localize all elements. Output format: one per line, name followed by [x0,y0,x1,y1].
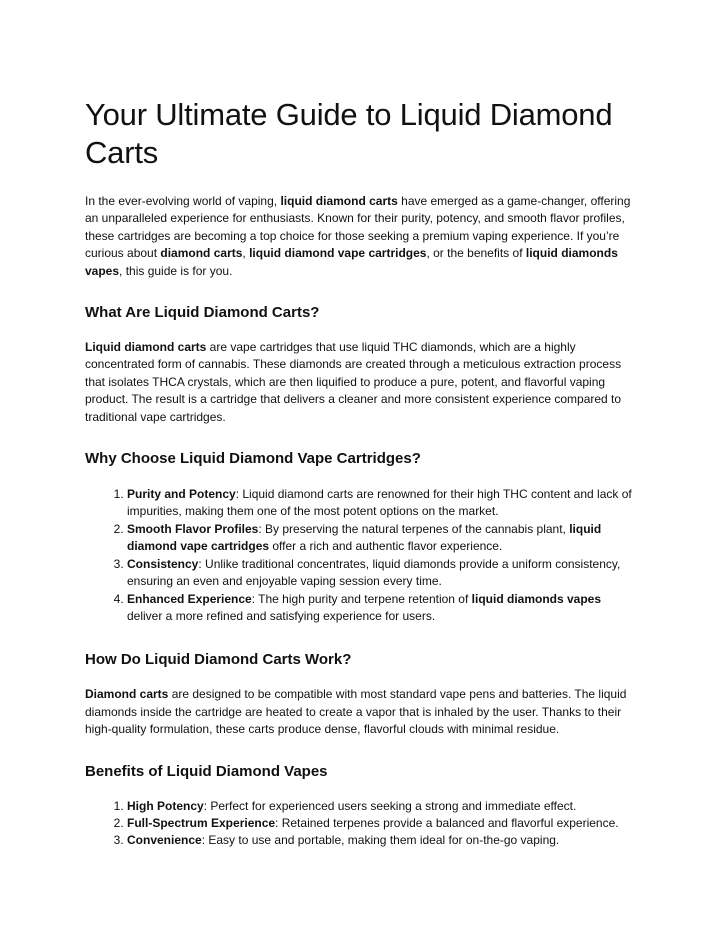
list-item-bold: liquid diamond vape cartridges [127,521,602,554]
intro-bold-4: liquid diamonds vapes [85,246,618,278]
list-item-title: Full-Spectrum Experience [127,815,276,830]
list-item-title: Smooth Flavor Profiles [127,521,259,536]
intro-text-4: , or the benefits of [426,246,526,261]
list-item [127,815,637,832]
section-heading-why: Why Choose Liquid Diamond Vape Cartridges? [85,450,421,468]
list-item-text: : The high purity and terpene retention of [251,591,472,606]
page-title: Your Ultimate Guide to Liquid Diamond Carts [85,97,613,170]
document-page [85,96,637,875]
list-item [127,521,637,556]
list-item [127,798,637,815]
section-heading-benefits: Benefits of Liquid Diamond Vapes [85,762,328,780]
how-text-1: are designed to be compatible with most standard vape pens and batteries. The liquid diamonds inside the cartridge are heated to create a vapor that is inhaled by the user. Thanks to their high-quality formulation, these carts produce dense, flavorful clouds with minimal residue. [85,687,627,737]
list-item-title: High Potency [127,798,204,813]
list-item [127,591,637,626]
section-heading-what: What Are Liquid Diamond Carts? [85,304,320,322]
list-item-text: : Perfect for experienced users seeking a strong and immediate effect. [203,798,577,813]
list-item-title: Convenience [127,833,202,848]
list-item-title: Purity and Potency [127,487,236,502]
list-item [127,832,637,849]
intro-bold-2: diamond carts [160,246,243,261]
list-item-text: : Liquid diamond carts are renowned for their high THC content and lack of impurities, making them one of the most potent options on the market. [127,487,632,519]
list-item-bold: liquid diamonds vapes [471,591,602,606]
benefits-list [85,798,637,850]
why-list [85,486,637,625]
section-heading-how: How Do Liquid Diamond Carts Work? [85,651,352,669]
list-item [127,556,637,591]
list-item-text-2: offer a rich and authentic flavor experience. [269,539,503,554]
intro-text-3: , [242,246,250,261]
list-item-text: : Retained terpenes provide a balanced and flavorful experience. [275,815,619,830]
list-item-title: Enhanced Experience [127,591,252,606]
intro-text-1: In the ever-evolving world of vaping, [85,194,281,208]
intro-paragraph [85,193,637,280]
list-item-text-2: deliver a more refined and satisfying experience for users. [127,608,436,623]
what-text-1: are vape cartridges that use liquid THC diamonds, which are a highly concentrated form of cannabis. These diamonds are created through a meticulous extraction process that isolates THCA crystals, which are then liquified to produce a pure, potent, and flavorful vaping product. The result is a cartridge that delivers a cleaner and more consistent experience compared to traditional vape cartridges. [85,340,622,424]
intro-text-5: , this guide is for you. [119,263,233,278]
list-item-text: : Unlike traditional concentrates, liquid diamonds provide a uniform consistency, ensuring an even and enjoyable vaping session every time. [127,556,621,589]
list-item-text: : By preserving the natural terpenes of the cannabis plant, [258,521,570,536]
list-item [127,486,637,521]
intro-bold-1: liquid diamond carts [280,194,398,208]
how-bold-1: Diamond carts [85,687,169,702]
intro-text-2: have emerged as a game-changer, offering an unparalleled experience for enthusiasts. Known for their purity, potency, and smooth flavor profiles, these cartridges are becoming a top choice for those seeking a premium vaping experience. If you’re curious about [85,194,631,261]
what-paragraph [85,339,637,426]
what-bold-1: Liquid diamond carts [85,340,207,355]
list-item-text: : Easy to use and portable, making them ideal for on-the-go vaping. [201,833,560,848]
list-item-title: Consistency [127,556,199,571]
how-paragraph [85,686,637,738]
intro-bold-3: liquid diamond vape cartridges [249,246,427,261]
